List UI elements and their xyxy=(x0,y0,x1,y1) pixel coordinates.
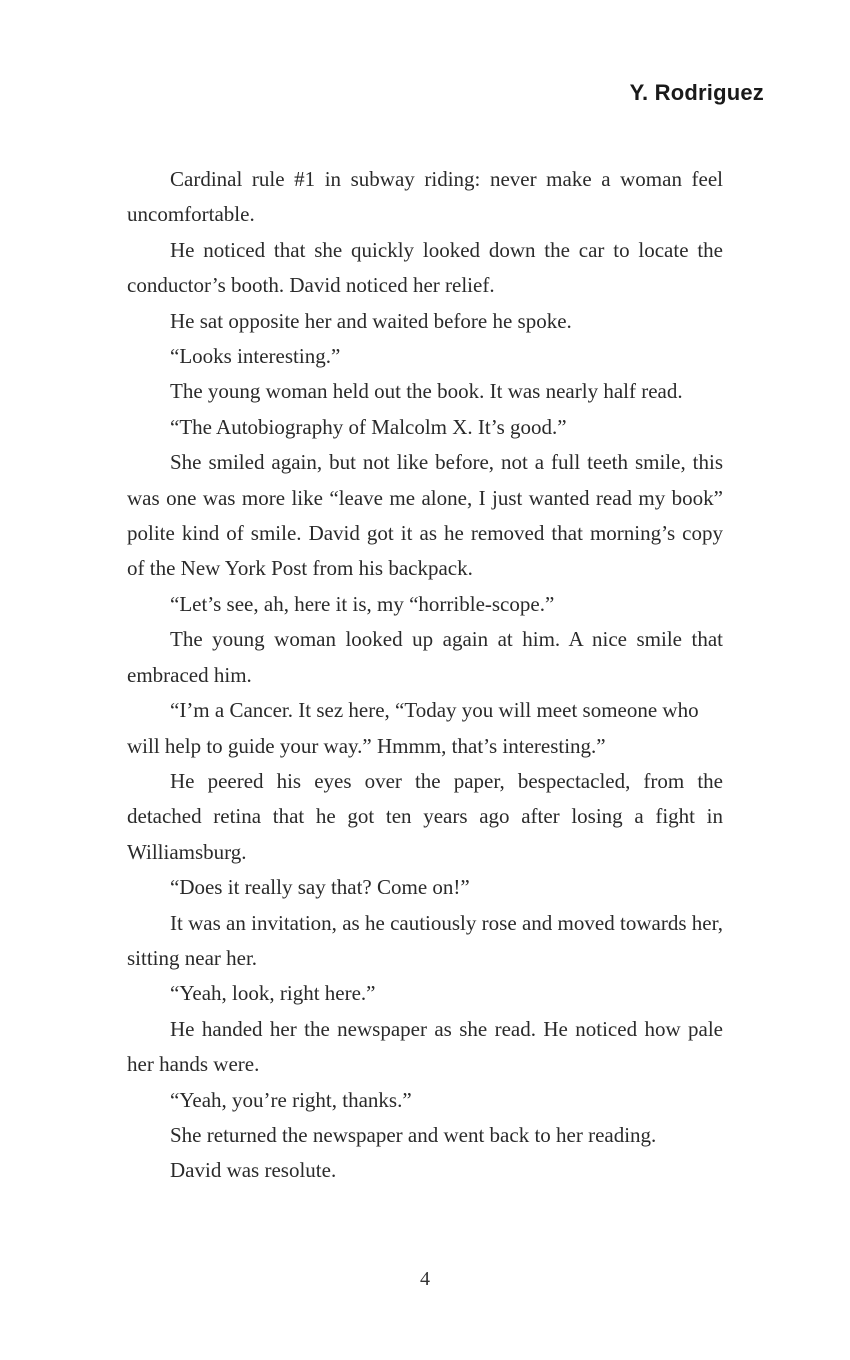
paragraph: He sat opposite her and waited before he spoke. xyxy=(170,308,572,333)
paragraph: It was an invitation, as he cautiously rose and moved towards her, sitting near her. xyxy=(127,910,723,970)
paragraph: He peered his eyes over the paper, bespectacled, from the detached retina that he got ten years ago after losing a fight in Williamsburg. xyxy=(127,768,723,864)
paragraph: David was resolute. xyxy=(170,1158,337,1183)
paragraph: She returned the newspaper and went back to her reading. xyxy=(170,1122,657,1147)
paragraph: “Looks interesting.” xyxy=(170,344,341,369)
paragraph: “I’m a Cancer. It sez here, “Today you will meet someone who will help to guide your way.” Hmmm, that’s interesting.” xyxy=(127,698,699,758)
paragraph: He handed her the newspaper as she read. He noticed how pale her hands were. xyxy=(127,1016,723,1077)
running-head-author: Y. Rodriguez xyxy=(629,80,764,105)
paragraph: The young woman held out the book. It was nearly half read. xyxy=(170,379,683,404)
paragraph: Cardinal rule #1 in subway riding: never make a woman feel uncomfortable. xyxy=(127,167,723,227)
paragraph: “Yeah, you’re right, thanks.” xyxy=(170,1087,412,1112)
paragraph: “Does it really say that? Come on!” xyxy=(170,875,470,900)
page-number: 4 xyxy=(420,1268,430,1290)
body-text xyxy=(127,162,723,1189)
paragraph: He noticed that she quickly looked down the car to locate the conductor’s booth. David noticed her relief. xyxy=(127,237,723,298)
paragraph: She smiled again, but not like before, not a full teeth smile, this was one was more like “leave me alone, I just wanted read my book” polite kind of smile. David got it as he removed that morning’s copy of the New York Post from his backpack. xyxy=(127,450,723,581)
paragraph: “The Autobiography of Malcolm X. It’s good.” xyxy=(170,414,567,439)
paragraph: “Let’s see, ah, here it is, my “horrible-scope.” xyxy=(170,591,555,616)
paragraph: “Yeah, look, right here.” xyxy=(170,981,376,1006)
paragraph: The young woman looked up again at him. A nice smile that embraced him. xyxy=(127,627,723,687)
